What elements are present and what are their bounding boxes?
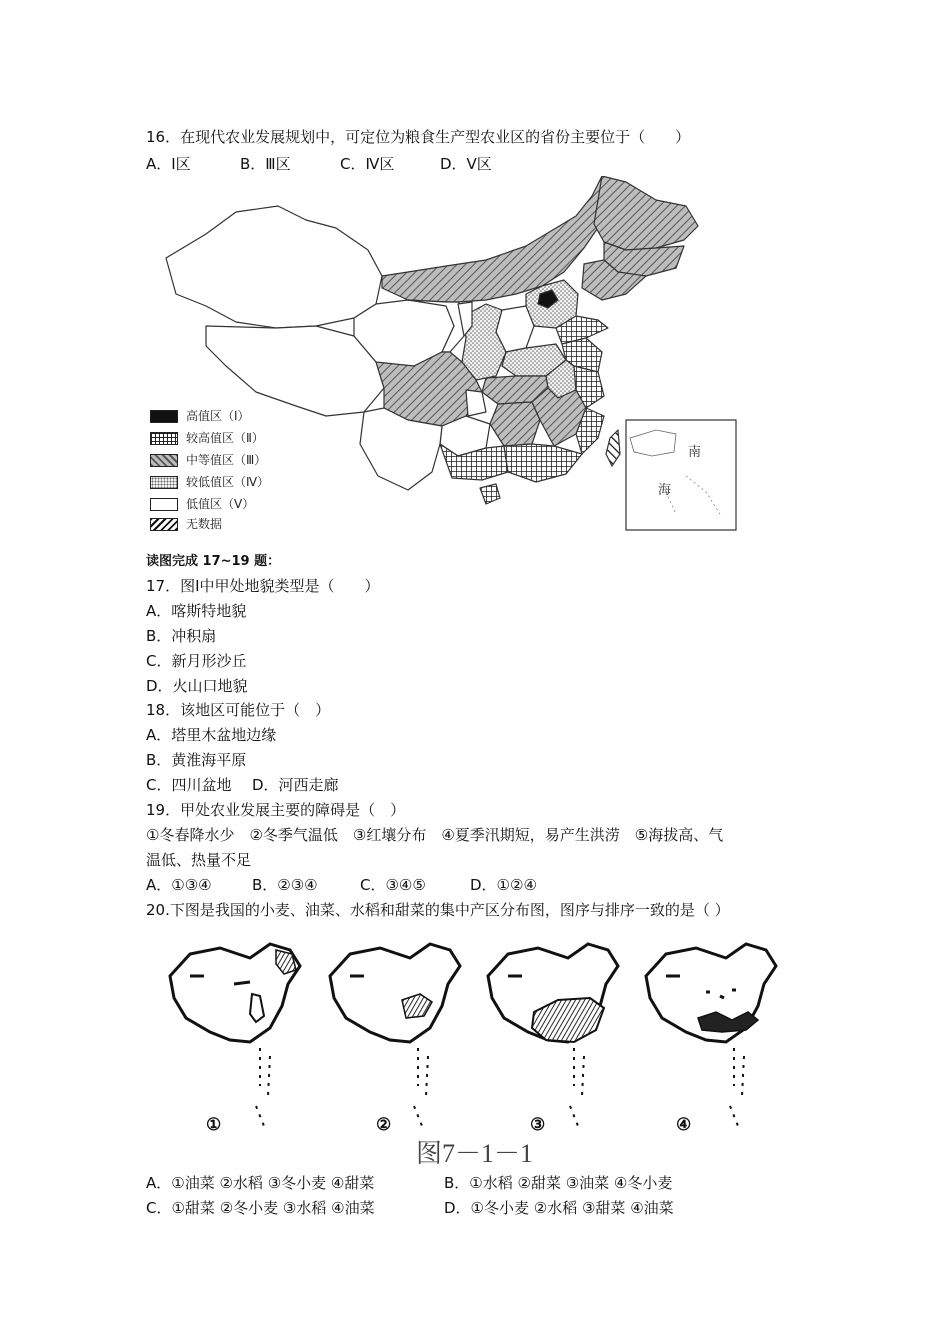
region-inner-mongolia [382, 176, 616, 302]
q16-stem: 16．在现代农业发展规划中，可定位为粮食生产型农业区的省份主要位于（ ） [146, 128, 691, 146]
q17-option-a: A．喀斯特地貌 [146, 602, 247, 620]
q17-option-b: B．冲积扇 [146, 627, 217, 645]
crop-map-label-1: ① [206, 1115, 222, 1134]
q19-option-d: D．①②④ [470, 876, 537, 894]
q17-option-d: D．火山口地貌 [146, 677, 248, 695]
crop-map-2 [330, 944, 460, 1134]
legend-item-1 [150, 408, 250, 424]
q16-option-a: A．Ⅰ区 [146, 155, 191, 173]
q18-option-a: A．塔里木盆地边缘 [146, 726, 277, 744]
legend-label-1: 高值区（Ⅰ） [186, 409, 250, 423]
q16-option-b: B．Ⅲ区 [240, 155, 291, 173]
region-hainan [480, 484, 500, 504]
q18-option-c: C．四川盆地 [146, 776, 232, 794]
crop-map-label-3: ③ [530, 1115, 546, 1134]
q19-factors-line-2: 温低、热量不足 [146, 851, 252, 869]
q17-stem: 17．图Ⅰ中甲处地貌类型是（ ） [146, 577, 380, 595]
crop-map-label-2: ② [376, 1115, 392, 1134]
region-chongqing [466, 390, 486, 416]
legend-swatch-reverse-diagonal [150, 518, 178, 531]
region-hunan [490, 402, 540, 446]
q16-option-d: D．Ⅴ区 [440, 155, 492, 173]
crop-map-3 [488, 944, 618, 1134]
region-heilongjiang [594, 176, 698, 250]
region-taiwan [606, 430, 620, 466]
legend-label-4: 较低值区（Ⅳ） [186, 475, 270, 489]
q16-option-c: C．Ⅳ区 [340, 155, 395, 173]
legend-label-5: 低值区（Ⅴ） [186, 497, 255, 511]
inset-sea-char-2: 海 [658, 483, 672, 498]
q18-option-b: B．黄淮海平原 [146, 751, 247, 769]
q20-option-d: D．①冬小麦 ②水稻 ③甜菜 ④油菜 [444, 1199, 674, 1217]
legend-swatch-grid [150, 432, 178, 445]
read-note: 读图完成 17~19 题： [146, 554, 281, 569]
crop-distribution-maps [160, 936, 800, 1166]
legend-item-2 [150, 430, 264, 446]
q17-option-c: C．新月形沙丘 [146, 652, 247, 670]
q19-option-b: B．②③④ [252, 876, 318, 894]
region-xinjiang [166, 206, 382, 328]
legend-swatch-diagonal [150, 454, 178, 467]
legend-label-6: 无数据 [186, 517, 223, 531]
legend-label-2: 较高值区（Ⅱ） [186, 431, 264, 445]
legend-swatch-solid [150, 410, 178, 423]
legend-item-3 [150, 452, 266, 468]
q20-option-a: A．①油菜 ②水稻 ③冬小麦 ④甜菜 [146, 1174, 375, 1192]
q19-factors-line-1: ①冬春降水少 ②冬季气温低 ③红壤分布 ④夏季汛期短，易产生洪涝 ⑤海拔高、气 [146, 826, 724, 844]
crop-map-4 [646, 944, 776, 1134]
q20-option-b: B．①水稻 ②甜菜 ③油菜 ④冬小麦 [444, 1174, 673, 1192]
q19-stem: 19．甲处农业发展主要的障碍是（ ） [146, 801, 406, 819]
south-china-sea-inset [626, 420, 736, 530]
legend-item-6 [150, 516, 222, 532]
crop-map-1 [170, 944, 300, 1134]
legend-item-5 [150, 496, 254, 512]
q18-stem: 18．该地区可能位于（ ） [146, 701, 331, 719]
q19-option-c: C．③④⑤ [360, 876, 426, 894]
crop-map-label-4: ④ [676, 1115, 692, 1134]
q19-option-a: A．①③④ [146, 876, 212, 894]
legend-label-3: 中等值区（Ⅲ） [186, 453, 267, 467]
figure-caption: 图7－1－1 [416, 1139, 534, 1166]
legend-swatch-dots [150, 476, 178, 489]
legend-item-4 [150, 474, 269, 490]
legend-swatch-blank [150, 498, 178, 511]
region-guangdong [504, 444, 582, 482]
inset-sea-char-1: 南 [688, 445, 702, 460]
q18-option-d: D．河西走廊 [252, 776, 339, 794]
q20-stem: 20.下图是我国的小麦、油菜、水稻和甜菜的集中产区分布图，图序与排序一致的是（ ） [146, 901, 730, 919]
q20-option-c: C．①甜菜 ②冬小麦 ③水稻 ④油菜 [146, 1199, 375, 1217]
